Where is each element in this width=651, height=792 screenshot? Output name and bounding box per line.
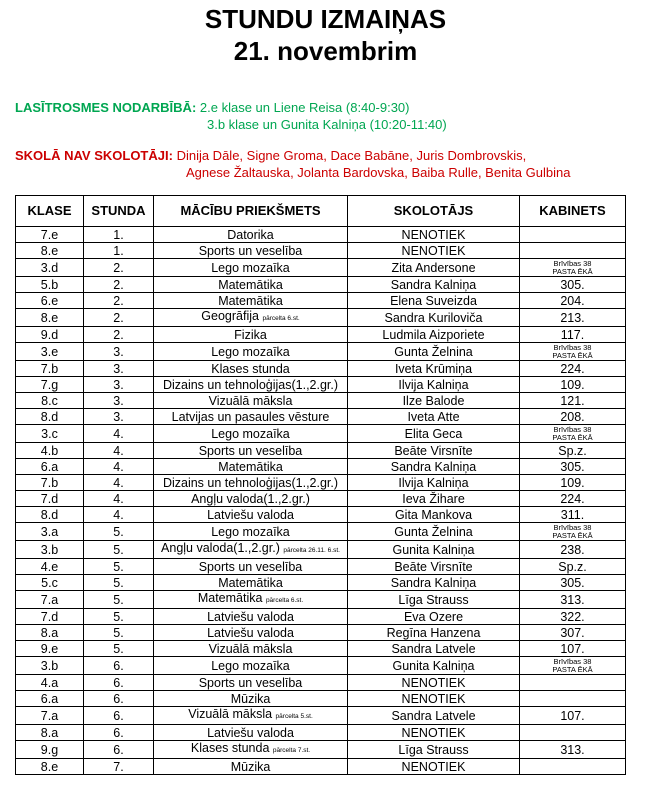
table-row bbox=[16, 361, 626, 377]
cell-subject bbox=[154, 443, 348, 459]
cell-room: 311. bbox=[520, 507, 626, 523]
cell-teacher: Sandra Latvele bbox=[348, 641, 520, 657]
subject-text: Dizains un tehnoloģijas(1.,2.gr.) bbox=[162, 377, 339, 392]
cell-room bbox=[520, 691, 626, 707]
cell-subject bbox=[154, 459, 348, 475]
subject-text: Mūzika bbox=[230, 759, 271, 774]
table-row bbox=[16, 277, 626, 293]
table-row bbox=[16, 625, 626, 641]
table-row bbox=[16, 575, 626, 591]
cell-room: 208. bbox=[520, 409, 626, 425]
cell-klase: 3.b bbox=[16, 657, 84, 675]
cell-teacher: Elita Geca bbox=[348, 425, 520, 443]
cell-klase: 4.b bbox=[16, 443, 84, 459]
cell-klase: 8.e bbox=[16, 759, 84, 775]
cell-room: 224. bbox=[520, 361, 626, 377]
cell-stunda: 1. bbox=[84, 243, 154, 259]
column-header-stunda: STUNDA bbox=[84, 196, 154, 227]
subject-text: Angļu valoda(1.,2.gr.) bbox=[161, 541, 280, 555]
absent-line1: Dinija Dāle, Signe Groma, Dace Babāne, Juris Dombrovskis, bbox=[176, 148, 527, 163]
table-row bbox=[16, 541, 626, 559]
cell-teacher: NENOTIEK bbox=[348, 725, 520, 741]
subject-text: Mūzika bbox=[230, 691, 271, 706]
subject-text: Lego mozaīka bbox=[211, 426, 290, 441]
cell-subject bbox=[154, 409, 348, 425]
cell-klase: 7.e bbox=[16, 227, 84, 243]
cell-room: 224. bbox=[520, 491, 626, 507]
cell-subject bbox=[154, 277, 348, 293]
cell-teacher: Sandra Kalniņa bbox=[348, 575, 520, 591]
cell-klase: 7.d bbox=[16, 609, 84, 625]
table-row bbox=[16, 657, 626, 675]
cell-room bbox=[520, 259, 626, 277]
absent-label: SKOLĀ NAV SKOLOTĀJI: bbox=[15, 148, 173, 163]
subject-text: Sports un veselība bbox=[198, 443, 303, 458]
cell-room: Sp.z. bbox=[520, 559, 626, 575]
cell-subject bbox=[154, 393, 348, 409]
cell-teacher: Līga Strauss bbox=[348, 591, 520, 609]
cell-klase: 4.a bbox=[16, 675, 84, 691]
cell-klase: 6.a bbox=[16, 691, 84, 707]
cell-subject bbox=[154, 559, 348, 575]
cell-klase: 7.d bbox=[16, 491, 84, 507]
page-title: STUNDU IZMAIŅAS bbox=[204, 4, 447, 34]
subject-text: Latvijas un pasaules vēsture bbox=[171, 409, 330, 424]
room-building: PASTA ĒKĀ bbox=[552, 350, 593, 360]
cell-subject bbox=[154, 309, 348, 327]
subject-text: Sports un veselība bbox=[198, 243, 303, 258]
reading-notice bbox=[15, 99, 409, 116]
cell-klase: 7.a bbox=[16, 707, 84, 725]
table-row bbox=[16, 609, 626, 625]
cell-subject bbox=[154, 707, 348, 725]
subject-text: Latviešu valoda bbox=[207, 625, 294, 640]
cell-subject bbox=[154, 541, 348, 559]
cell-subject bbox=[154, 641, 348, 657]
subject-text: Lego mozaīka bbox=[211, 344, 290, 359]
cell-subject bbox=[154, 523, 348, 541]
cell-klase: 5.b bbox=[16, 277, 84, 293]
column-header-subject: MĀCĪBU PRIEKŠMETS bbox=[154, 196, 348, 227]
cell-room bbox=[520, 523, 626, 541]
cell-teacher: Iveta Atte bbox=[348, 409, 520, 425]
subject-text: Sports un veselība bbox=[198, 675, 303, 690]
room-building: PASTA ĒKĀ bbox=[552, 664, 593, 674]
cell-klase: 7.a bbox=[16, 591, 84, 609]
cell-room: 117. bbox=[520, 327, 626, 343]
table-row bbox=[16, 759, 626, 775]
table-row bbox=[16, 591, 626, 609]
room-address: Brīvības 38 bbox=[553, 656, 592, 666]
subject-text: Geogrāfija bbox=[201, 309, 259, 323]
cell-klase: 9.g bbox=[16, 741, 84, 759]
reading-line1: 2.e klase un Liene Reisa (8:40-9:30) bbox=[199, 100, 410, 115]
cell-teacher: Ludmila Aizporiete bbox=[348, 327, 520, 343]
cell-stunda: 4. bbox=[84, 475, 154, 491]
cell-teacher: Eva Ozere bbox=[348, 609, 520, 625]
subject-text: Lego mozaīka bbox=[211, 658, 290, 673]
cell-klase: 7.b bbox=[16, 361, 84, 377]
cell-teacher: Līga Strauss bbox=[348, 741, 520, 759]
table-row bbox=[16, 377, 626, 393]
table-row bbox=[16, 425, 626, 443]
cell-room bbox=[520, 675, 626, 691]
cell-stunda: 5. bbox=[84, 575, 154, 591]
cell-teacher: Gunta Želnina bbox=[348, 523, 520, 541]
table-header-row bbox=[16, 196, 626, 227]
table-row bbox=[16, 491, 626, 507]
subject-text: Matemātika bbox=[197, 591, 263, 605]
subject-text: Matemātika bbox=[218, 277, 283, 292]
cell-stunda: 3. bbox=[84, 377, 154, 393]
cell-teacher: Beāte Virsnīte bbox=[348, 559, 520, 575]
cell-teacher: Sandra Latvele bbox=[348, 707, 520, 725]
cell-subject bbox=[154, 759, 348, 775]
cell-subject bbox=[154, 377, 348, 393]
cell-teacher: Sandra Kalniņa bbox=[348, 459, 520, 475]
subject-text: Latviešu valoda bbox=[207, 609, 294, 624]
cell-stunda: 3. bbox=[84, 343, 154, 361]
subject-note: pārcelta 6.st. bbox=[265, 597, 304, 604]
cell-stunda: 2. bbox=[84, 277, 154, 293]
cell-klase: 8.c bbox=[16, 393, 84, 409]
cell-klase: 8.d bbox=[16, 507, 84, 523]
room-building: PASTA ĒKĀ bbox=[552, 266, 593, 276]
page-subtitle-date: 21. novembrim bbox=[233, 36, 418, 66]
cell-subject bbox=[154, 227, 348, 243]
schedule-changes-table bbox=[15, 195, 626, 775]
cell-teacher: Ilvija Kalniņa bbox=[348, 475, 520, 491]
cell-stunda: 1. bbox=[84, 227, 154, 243]
cell-room: 307. bbox=[520, 625, 626, 641]
subject-text: Lego mozaīka bbox=[211, 524, 290, 539]
cell-klase: 6.e bbox=[16, 293, 84, 309]
cell-stunda: 7. bbox=[84, 759, 154, 775]
cell-subject bbox=[154, 343, 348, 361]
cell-stunda: 5. bbox=[84, 641, 154, 657]
cell-teacher: NENOTIEK bbox=[348, 243, 520, 259]
subject-text: Vizuālā māksla bbox=[208, 641, 293, 656]
table-row bbox=[16, 641, 626, 657]
cell-teacher: Ieva Žihare bbox=[348, 491, 520, 507]
cell-subject bbox=[154, 425, 348, 443]
cell-stunda: 5. bbox=[84, 609, 154, 625]
cell-klase: 8.e bbox=[16, 243, 84, 259]
cell-teacher: NENOTIEK bbox=[348, 691, 520, 707]
table-row bbox=[16, 327, 626, 343]
cell-room: 109. bbox=[520, 377, 626, 393]
room-address: Brīvības 38 bbox=[553, 522, 592, 532]
table-row bbox=[16, 459, 626, 475]
subject-text: Fizika bbox=[234, 327, 267, 342]
table-row bbox=[16, 409, 626, 425]
cell-room: 107. bbox=[520, 641, 626, 657]
table-row bbox=[16, 243, 626, 259]
cell-stunda: 6. bbox=[84, 725, 154, 741]
subject-note: pārcelta 26.11. 6.st. bbox=[283, 547, 340, 554]
cell-room bbox=[520, 657, 626, 675]
cell-klase: 3.e bbox=[16, 343, 84, 361]
subject-text: Matemātika bbox=[218, 459, 283, 474]
cell-room: 322. bbox=[520, 609, 626, 625]
subject-text: Vizuālā māksla bbox=[188, 707, 273, 721]
cell-subject bbox=[154, 491, 348, 507]
cell-teacher: Elena Suveizda bbox=[348, 293, 520, 309]
cell-room bbox=[520, 425, 626, 443]
cell-room bbox=[520, 725, 626, 741]
cell-subject bbox=[154, 327, 348, 343]
cell-klase: 8.a bbox=[16, 625, 84, 641]
cell-teacher: Ilze Balode bbox=[348, 393, 520, 409]
cell-subject bbox=[154, 675, 348, 691]
cell-room bbox=[520, 227, 626, 243]
cell-klase: 7.g bbox=[16, 377, 84, 393]
cell-teacher: NENOTIEK bbox=[348, 759, 520, 775]
cell-teacher: Regīna Hanzena bbox=[348, 625, 520, 641]
table-row bbox=[16, 343, 626, 361]
table-row bbox=[16, 507, 626, 523]
cell-stunda: 5. bbox=[84, 591, 154, 609]
room-address: Brīvības 38 bbox=[553, 258, 592, 268]
cell-room: 107. bbox=[520, 707, 626, 725]
subject-note: pārcelta 5.st. bbox=[275, 713, 313, 720]
table-row bbox=[16, 559, 626, 575]
cell-room: 109. bbox=[520, 475, 626, 491]
cell-room: 313. bbox=[520, 591, 626, 609]
cell-teacher: Gunita Kalniņa bbox=[348, 541, 520, 559]
cell-stunda: 5. bbox=[84, 523, 154, 541]
subject-text: Dizains un tehnoloģijas(1.,2.gr.) bbox=[162, 475, 339, 490]
table-row bbox=[16, 725, 626, 741]
cell-klase: 3.a bbox=[16, 523, 84, 541]
subject-text: Matemātika bbox=[218, 293, 283, 308]
cell-room: 238. bbox=[520, 541, 626, 559]
subject-text: Klases stunda bbox=[190, 741, 270, 755]
cell-subject bbox=[154, 475, 348, 491]
cell-room bbox=[520, 243, 626, 259]
subject-text: Sports un veselība bbox=[198, 559, 303, 574]
table-row bbox=[16, 741, 626, 759]
cell-stunda: 4. bbox=[84, 491, 154, 507]
cell-room: 305. bbox=[520, 277, 626, 293]
cell-stunda: 2. bbox=[84, 259, 154, 277]
table-row bbox=[16, 691, 626, 707]
cell-stunda: 4. bbox=[84, 443, 154, 459]
cell-subject bbox=[154, 575, 348, 591]
subject-text: Latviešu valoda bbox=[207, 507, 294, 522]
cell-subject bbox=[154, 507, 348, 523]
cell-subject bbox=[154, 741, 348, 759]
cell-klase: 5.c bbox=[16, 575, 84, 591]
room-address: Brīvības 38 bbox=[553, 424, 592, 434]
cell-stunda: 5. bbox=[84, 541, 154, 559]
cell-subject bbox=[154, 293, 348, 309]
cell-room: Sp.z. bbox=[520, 443, 626, 459]
cell-teacher: NENOTIEK bbox=[348, 227, 520, 243]
cell-room: 305. bbox=[520, 575, 626, 591]
cell-stunda: 3. bbox=[84, 409, 154, 425]
cell-klase: 6.a bbox=[16, 459, 84, 475]
cell-subject bbox=[154, 657, 348, 675]
cell-subject bbox=[154, 725, 348, 741]
cell-subject bbox=[154, 591, 348, 609]
reading-label: LASĪTROSMES NODARBĪBĀ: bbox=[15, 100, 197, 115]
table-row bbox=[16, 707, 626, 725]
cell-teacher: Iveta Krūmiņa bbox=[348, 361, 520, 377]
room-address: Brīvības 38 bbox=[553, 342, 592, 352]
table-row bbox=[16, 443, 626, 459]
subject-note: pārcelta 7.st. bbox=[272, 747, 311, 754]
cell-teacher: Sandra Kuriloviča bbox=[348, 309, 520, 327]
reading-line2: 3.b klase un Gunita Kalniņa (10:20-11:40) bbox=[207, 117, 447, 132]
cell-subject bbox=[154, 625, 348, 641]
cell-room: 213. bbox=[520, 309, 626, 327]
column-header-room: KABINETS bbox=[520, 196, 626, 227]
cell-subject bbox=[154, 609, 348, 625]
cell-teacher: NENOTIEK bbox=[348, 675, 520, 691]
subject-text: Klases stunda bbox=[211, 361, 290, 376]
table-row bbox=[16, 309, 626, 327]
room-building: PASTA ĒKĀ bbox=[552, 432, 593, 442]
cell-klase: 8.a bbox=[16, 725, 84, 741]
cell-teacher: Sandra Kalniņa bbox=[348, 277, 520, 293]
cell-stunda: 4. bbox=[84, 459, 154, 475]
cell-klase: 3.c bbox=[16, 425, 84, 443]
cell-stunda: 2. bbox=[84, 293, 154, 309]
absent-notice bbox=[15, 147, 526, 164]
table-row bbox=[16, 227, 626, 243]
cell-klase: 8.e bbox=[16, 309, 84, 327]
cell-subject bbox=[154, 243, 348, 259]
cell-subject bbox=[154, 691, 348, 707]
column-header-teacher: SKOLOTĀJS bbox=[348, 196, 520, 227]
table-row bbox=[16, 393, 626, 409]
table-row bbox=[16, 293, 626, 309]
cell-teacher: Ilvija Kalniņa bbox=[348, 377, 520, 393]
cell-teacher: Gunta Želnina bbox=[348, 343, 520, 361]
cell-klase: 8.d bbox=[16, 409, 84, 425]
cell-teacher: Gunita Kalniņa bbox=[348, 657, 520, 675]
cell-klase: 7.b bbox=[16, 475, 84, 491]
subject-text: Vizuālā māksla bbox=[208, 393, 293, 408]
cell-stunda: 4. bbox=[84, 507, 154, 523]
cell-klase: 9.d bbox=[16, 327, 84, 343]
cell-teacher: Zita Andersone bbox=[348, 259, 520, 277]
subject-text: Latviešu valoda bbox=[207, 725, 294, 740]
cell-stunda: 4. bbox=[84, 425, 154, 443]
cell-stunda: 6. bbox=[84, 657, 154, 675]
subject-text: Datorika bbox=[227, 227, 274, 242]
cell-stunda: 5. bbox=[84, 559, 154, 575]
table-row bbox=[16, 475, 626, 491]
cell-klase: 3.d bbox=[16, 259, 84, 277]
table-row bbox=[16, 675, 626, 691]
cell-stunda: 3. bbox=[84, 361, 154, 377]
subject-text: Angļu valoda(1.,2.gr.) bbox=[191, 491, 310, 506]
cell-stunda: 6. bbox=[84, 691, 154, 707]
subject-text: Matemātika bbox=[218, 575, 283, 590]
cell-teacher: Beāte Virsnīte bbox=[348, 443, 520, 459]
cell-room: 204. bbox=[520, 293, 626, 309]
cell-stunda: 2. bbox=[84, 327, 154, 343]
subject-note: pārcelta 6.st. bbox=[262, 315, 300, 322]
cell-room: 313. bbox=[520, 741, 626, 759]
cell-room: 121. bbox=[520, 393, 626, 409]
cell-stunda: 6. bbox=[84, 707, 154, 725]
cell-room: 305. bbox=[520, 459, 626, 475]
cell-room bbox=[520, 759, 626, 775]
cell-stunda: 6. bbox=[84, 675, 154, 691]
cell-room bbox=[520, 343, 626, 361]
cell-klase: 4.e bbox=[16, 559, 84, 575]
absent-line2: Agnese Žaltauska, Jolanta Bardovska, Baiba Rulle, Benita Gulbina bbox=[186, 165, 571, 180]
cell-stunda: 6. bbox=[84, 741, 154, 759]
table-row bbox=[16, 259, 626, 277]
cell-subject bbox=[154, 259, 348, 277]
cell-klase: 3.b bbox=[16, 541, 84, 559]
cell-klase: 9.e bbox=[16, 641, 84, 657]
subject-text: Lego mozaīka bbox=[211, 260, 290, 275]
cell-subject bbox=[154, 361, 348, 377]
room-building: PASTA ĒKĀ bbox=[552, 530, 593, 540]
cell-teacher: Gita Mankova bbox=[348, 507, 520, 523]
cell-stunda: 2. bbox=[84, 309, 154, 327]
cell-stunda: 5. bbox=[84, 625, 154, 641]
cell-stunda: 3. bbox=[84, 393, 154, 409]
column-header-klase: KLASE bbox=[16, 196, 84, 227]
table-row bbox=[16, 523, 626, 541]
